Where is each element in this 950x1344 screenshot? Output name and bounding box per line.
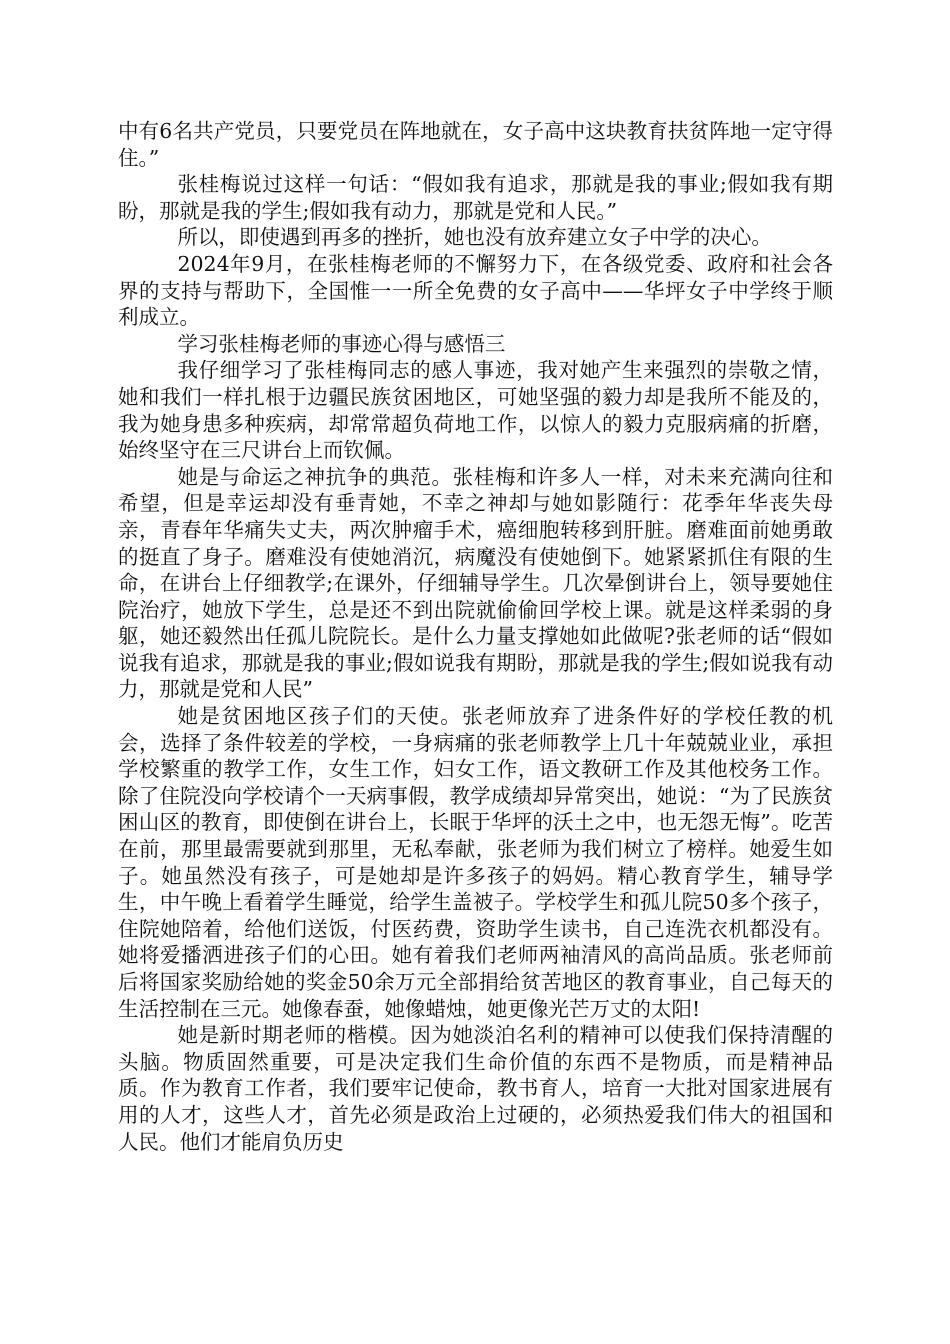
paragraph-model: 她是新时期老师的楷模。因为她淡泊名利的精神可以使我们保持清醒的头脑。物质固然重要，可是决定我们生命价值的东西不是物质，而是精神品质。作为教育工作者，我们要牢记使命，教书育人，培育一大批对国家进展有用的人才，这些人才，首先必须是政治上过硬的，必须热爱我们伟大的祖国和人民。他们才能肩负历史 xyxy=(118,1023,833,1154)
section-heading: 学习张桂梅老师的事迹心得与感悟三 xyxy=(177,331,506,356)
paragraph-angel: 她是贫困地区孩子们的天使。张老师放弃了进条件好的学校任教的机会，选择了条件较差的学校，一身病痛的张老师教学上几十年兢兢业业，承担学校繁重的教学工作，女生工作，妇女工作，语文教研工作及其他校务工作。除了住院没向学校请个一天病事假，教学成绩却异常突出，她说：“为了民族贫困山区的教育，即使倒在讲台上，长眠于华坪的沃土之中，也无怨无悔”。吃苦在前，那里最需要就到那里，无私奉献，张老师为我们树立了榜样。她爱生如子。她虽然没有孩子，可是她却是许多孩子的妈妈。精心教育学生，辅导学生，中午晚上看着学生睡觉，给学生盖被子。学校学生和孤儿院50多个孩子，住院她陪着，给他们送饭，付医药费，资助学生读书，自己连洗衣机都没有。她将爱播洒进孩子们的心田。她有着我们老师两袖清风的高尚品质。张老师前后将国家奖励给她的奖金50余万元全部捐给贫苦地区的教育事业，自己每天的生活控制在三元。她像春蚕，她像蜡烛，她更像光芒万丈的太阳! xyxy=(118,704,833,1021)
document-page xyxy=(118,118,833,1155)
paragraph-determination: 所以，即使遇到再多的挫折，她也没有放弃建立女子中学的决心。 xyxy=(177,225,772,250)
paragraph-continuation: 中有6名共产党员，只要党员在阵地就在，女子高中这块教育扶贫阵地一定守得住。” xyxy=(118,119,833,170)
paragraph-intro: 我仔细学习了张桂梅同志的感人事迹，我对她产生来强烈的崇敬之情，她和我们一样扎根于边疆民族贫困地区，可她坚强的毅力却是我所不能及的，我为她身患多种疾病，却常常超负荷地工作，以惊人的毅力克服病痛的折磨，始终坚守在三尺讲台上而钦佩。 xyxy=(118,358,833,463)
paragraph-fate: 她是与命运之神抗争的典范。张桂梅和许多人一样，对未来充满向往和希望，但是幸运却没有垂青她，不幸之神却与她如影随行：花季年华丧失母亲，青春年华痛失丈夫，两次肿瘤手术，癌细胞转移到肝脏。磨难面前她勇敢的挺直了身子。磨难没有使她消沉，病魔没有使她倒下。她紧紧抓住有限的生命，在讲台上仔细教学;在课外，仔细辅导学生。几次晕倒讲台上，领导要她住院治疗，她放下学生，总是还不到出院就偷偷回学校上课。就是这样柔弱的身躯，她还毅然出任孤儿院院长。是什么力量支撑她如此做呢?张老师的话“假如说我有追求，那就是我的事业;假如说我有期盼，那就是我的学生;假如说我有动力，那就是党和人民” xyxy=(118,464,833,702)
paragraph-founding: 2024年9月，在张桂梅老师的不懈努力下，在各级党委、政府和社会各界的支持与帮助下，全国惟一一所全免费的女子高中——华坪女子中学终于顺利成立。 xyxy=(118,251,833,330)
paragraph-quote: 张桂梅说过这样一句话：“假如我有追求，那就是我的事业;假如我有期盼，那就是我的学生;假如我有动力，那就是党和人民。” xyxy=(118,172,833,223)
